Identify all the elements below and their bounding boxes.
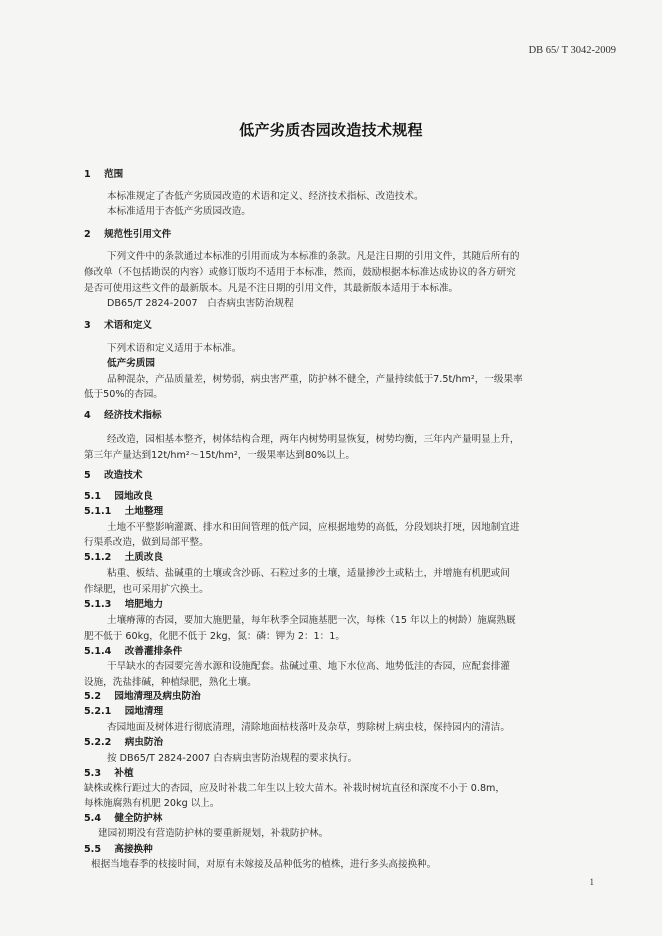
subsection-text: 设施，洗盐排碱，种植绿肥，熟化土壤。 — [84, 677, 257, 688]
section-1-heading: 1 范围 — [84, 169, 124, 180]
section-1-paragraph: 本标准适用于杏低产劣质园改造。 — [107, 206, 251, 217]
subsection-heading: 5.3 补植 — [84, 768, 134, 779]
subsection-heading: 5.4 健全防护林 — [84, 813, 163, 824]
subsection-text: 粘重、板结、盐碱重的土壤或含沙砾、石粒过多的土壤，适量掺沙土或粘土，并增施有机肥或间 — [107, 568, 510, 579]
section-2-text: 修改单（不包括勘误的内容）或修订版均不适用于本标准，然而，鼓励根据本标准达成协议的各方研究 — [84, 267, 516, 278]
term-heading: 低产劣质园 — [107, 358, 155, 369]
page-title: 低产劣质杏园改造技术规程 — [239, 121, 423, 139]
subsection-text: 土地不平整影响灌溉、排水和田间管理的低产园，应根据地势的高低，分段划块打埂，因地制宜进 — [107, 522, 520, 533]
section-2-heading: 2 规范性引用文件 — [84, 229, 172, 240]
subsection-heading: 5.1.1 土地整理 — [84, 506, 164, 517]
normative-reference: DB65/T 2824-2007 白杏病虫害防治规程 — [107, 298, 294, 309]
subsection-text: 杏园地面及树体进行彻底清理，清除地面枯枝落叶及杂草，剪除树上病虫枝，保持园内的清洁。 — [107, 722, 510, 733]
subsection-text: 每株施腐熟有机肥 20kg 以上。 — [84, 798, 220, 809]
subsection-heading: 5.1.2 土质改良 — [84, 552, 164, 563]
section-5-heading: 5 改造技术 — [84, 470, 143, 481]
standard-code: DB 65/ T 3042-2009 — [528, 45, 616, 56]
subsection-text: 土壤瘠薄的杏园，要加大施肥量，每年秋季全园施基肥一次，每株（15 年以上的树龄）施腐熟厩 — [107, 615, 516, 626]
section-1-paragraph: 本标准规定了杏低产劣质园改造的术语和定义、经济技术指标、改造技术。 — [107, 191, 424, 202]
section-4-heading: 4 经济技术指标 — [84, 410, 162, 421]
section-2-text: 是否可使用这些文件的最新版本。凡是不注日期的引用文件，其最新版本适用于本标准。 — [84, 283, 459, 294]
section-3-heading: 3 术语和定义 — [84, 320, 153, 331]
subsection-heading: 5.1.3 培肥地力 — [84, 599, 164, 610]
subsection-text: 缺株或株行距过大的杏园，应及时补栽二年生以上较大苗木。补栽时树坑直径和深度不小于 0.8m， — [84, 783, 505, 794]
section-4-text: 第三年产量达到12t/hm²～15t/hm²，一级果率达到80%以上。 — [84, 450, 355, 461]
subsection-text: 肥不低于 60kg，化肥不低于 2kg，氮：磷：钾为 2：1：1。 — [84, 631, 345, 642]
subsection-text: 干旱缺水的杏园要完善水源和设施配套。盐碱过重、地下水位高、地势低洼的杏园，应配套排灌 — [107, 661, 510, 672]
subsection-heading: 5.2 园地清理及病虫防治 — [84, 691, 201, 702]
section-3-text: 下列术语和定义适用于本标准。 — [107, 343, 242, 354]
subsection-text: 作绿肥，也可采用扩穴换土。 — [84, 584, 209, 595]
page-number: 1 — [589, 877, 594, 887]
subsection-heading: 5.1.4 改善灌排条件 — [84, 646, 183, 657]
term-definition: 低于50%的杏园。 — [84, 389, 163, 400]
subsection-heading: 5.5 高接换种 — [84, 844, 153, 855]
subsection-text: 按 DB65/T 2824-2007 白杏病虫害防治规程的要求执行。 — [107, 753, 358, 764]
subsection-text: 根据当地春季的枝接时间，对原有未嫁接及品种低劣的植株，进行多头高接换种。 — [91, 859, 437, 870]
term-definition: 品种混杂，产品质量差，树势弱，病虫害严重，防护林不健全，产量持续低于7.5t/hm²，一级果率 — [107, 374, 523, 385]
subsection-text: 建园初期没有营造防护林的要重新规划，补栽防护林。 — [98, 828, 329, 839]
subsection-heading: 5.1 园地改良 — [84, 491, 153, 502]
subsection-heading: 5.2.1 园地清理 — [84, 706, 164, 717]
subsection-text: 行渠系改造，做到局部平整。 — [84, 537, 209, 548]
section-2-text: 下列文件中的条款通过本标准的引用而成为本标准的条款。凡是注日期的引用文件，其随后所有的 — [107, 251, 520, 262]
subsection-heading: 5.2.2 病虫防治 — [84, 737, 164, 748]
section-4-text: 经改造，园相基本整齐，树体结构合理，两年内树势明显恢复，树势均衡，三年内产量明显上升， — [107, 434, 520, 445]
